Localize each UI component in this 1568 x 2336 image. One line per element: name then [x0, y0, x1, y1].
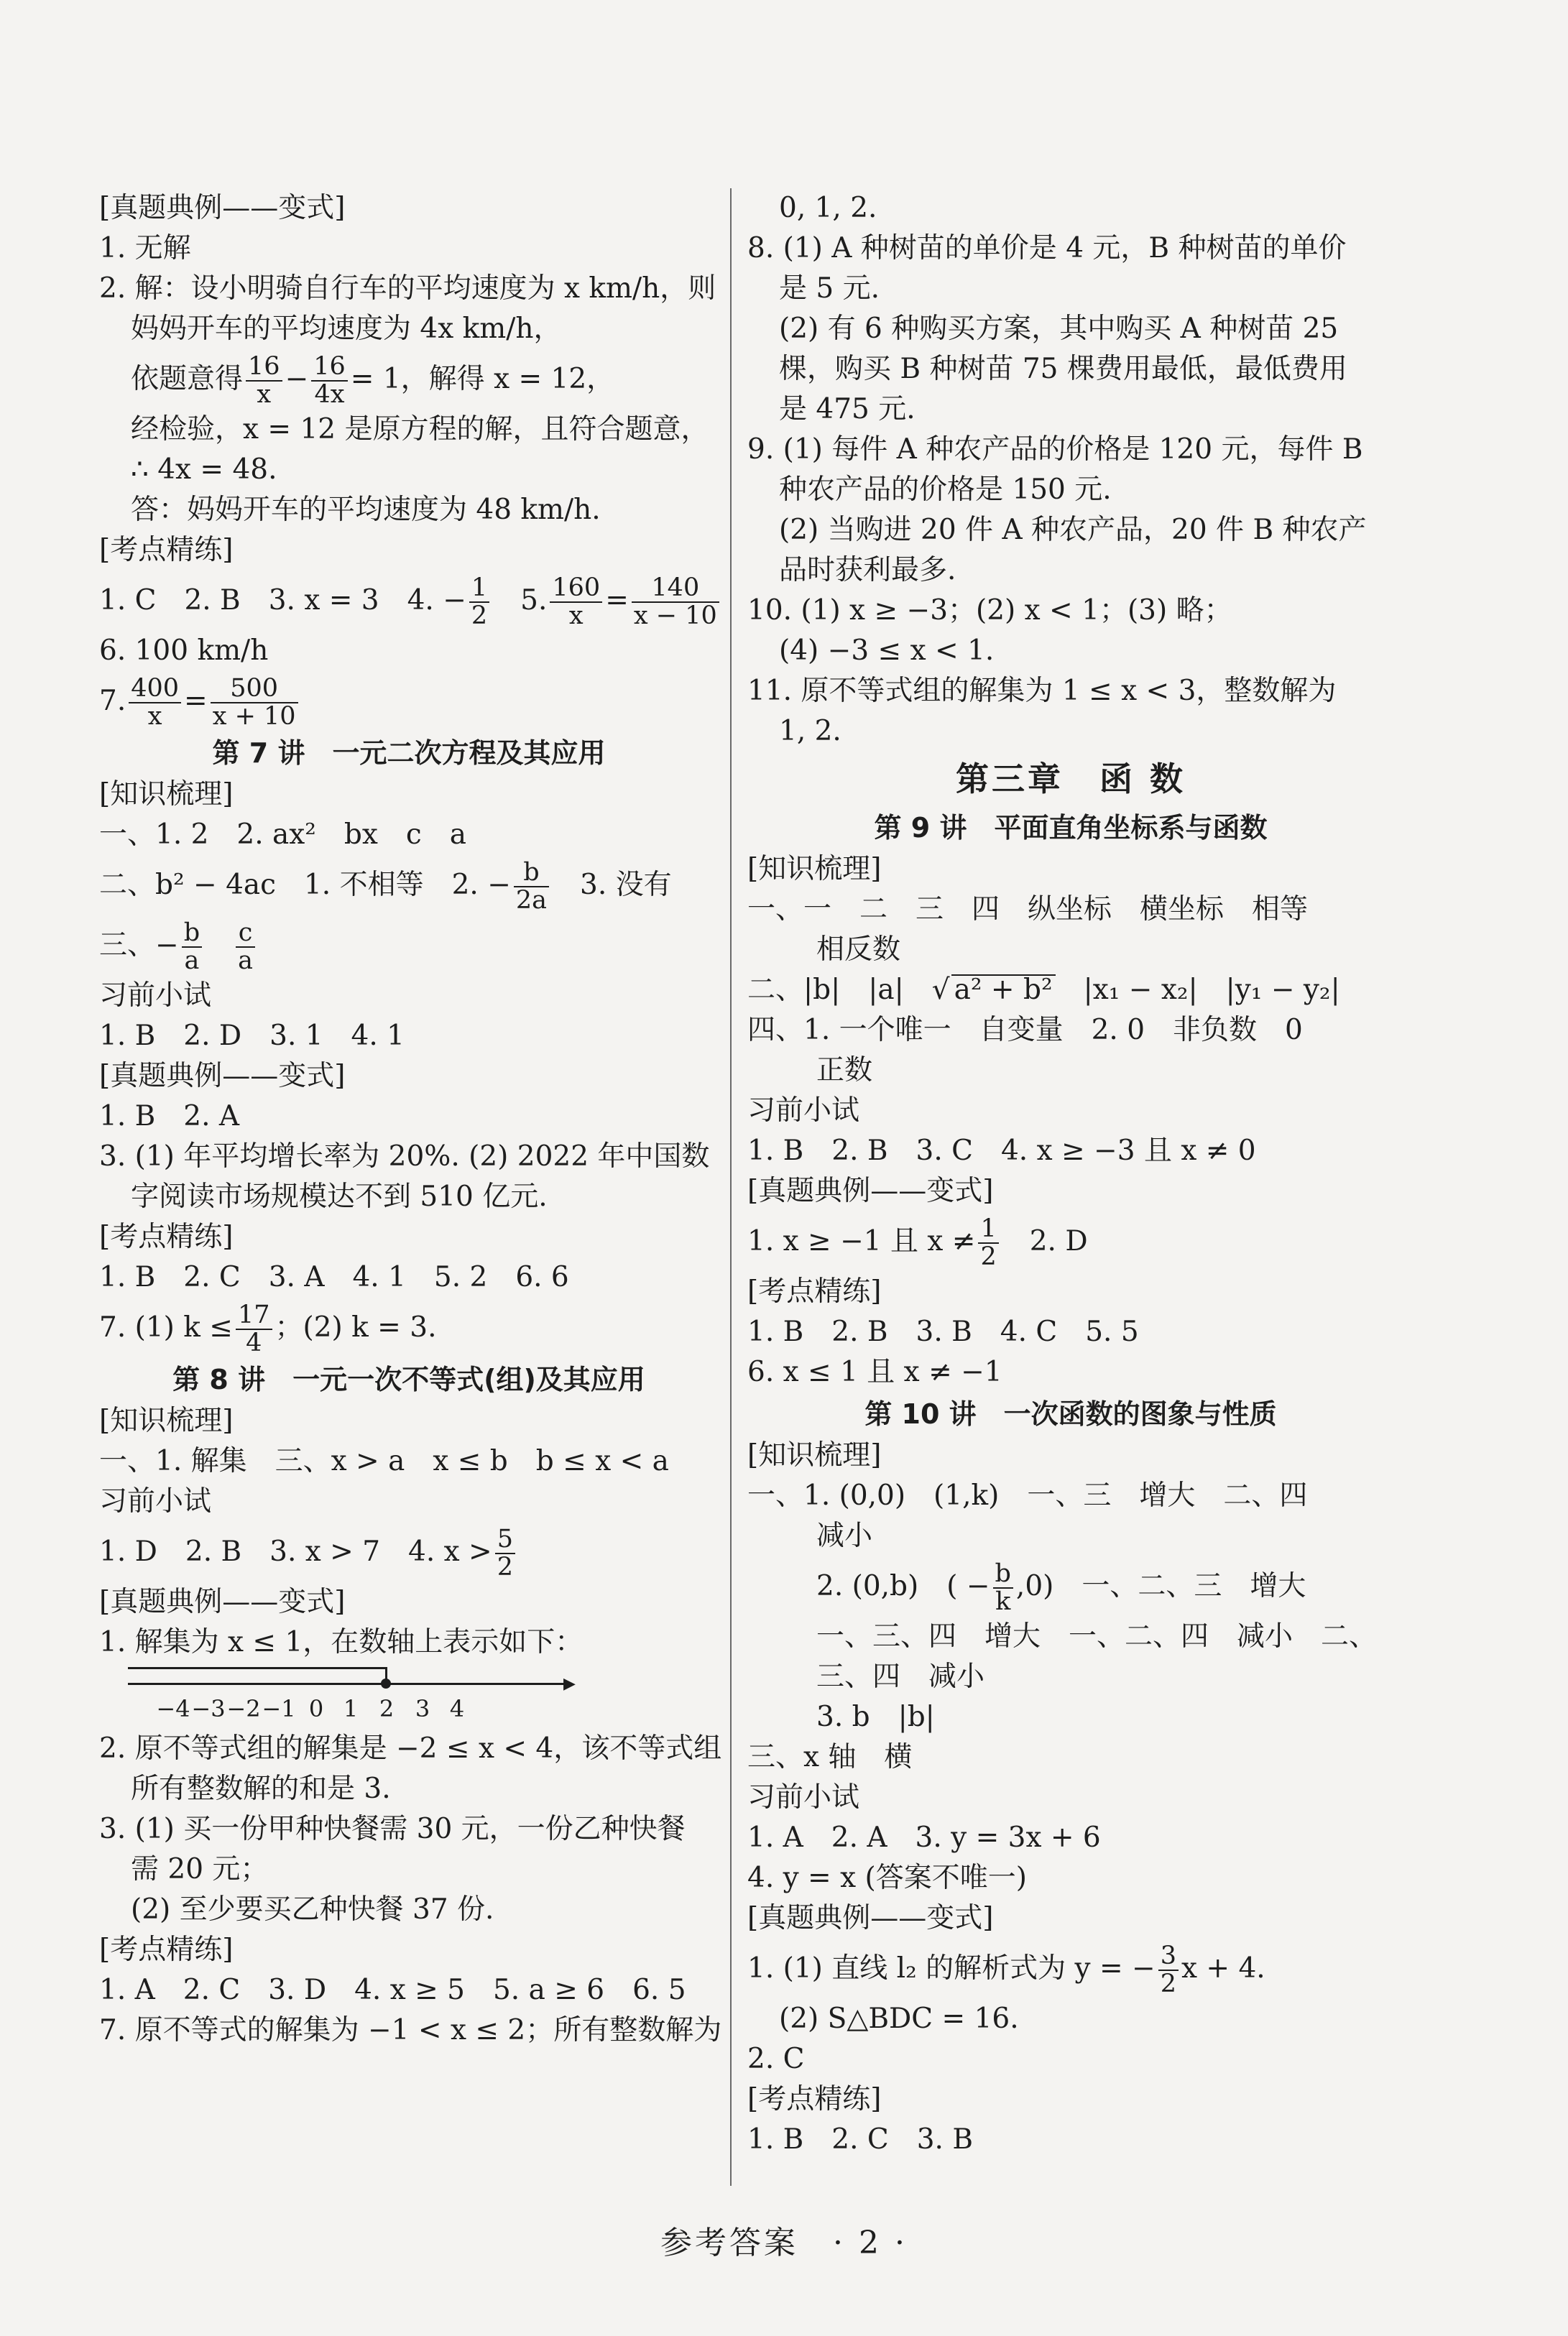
- equation-text: 三、−: [99, 929, 179, 961]
- lecture-title: 第 9 讲 平面直角坐标系与函数: [874, 812, 1268, 844]
- equation-text: 依题意得: [131, 363, 244, 395]
- answer-line: 需 20 元；: [131, 1853, 269, 1885]
- answer-line: 品时获利最多.: [779, 554, 956, 586]
- denominator: 2: [471, 601, 488, 630]
- section-heading: [考点精练]: [99, 1221, 234, 1253]
- equation-line: [99, 1522, 719, 1582]
- section-heading: [考点精练]: [747, 1275, 882, 1308]
- fraction: [632, 575, 719, 629]
- answer-line: (4) −3 ≤ x < 1.: [779, 634, 995, 667]
- section-heading: 习前小试: [99, 979, 212, 1012]
- answer-line: 1. B 2. B 3. C 4. x ≥ −3 且 x ≠ 0: [747, 1135, 1256, 1167]
- column-divider: [730, 188, 732, 2186]
- section-heading: 习前小试: [747, 1781, 860, 1814]
- denominator: x + 10: [212, 702, 296, 731]
- numerator: 1: [469, 575, 489, 603]
- denominator: a: [184, 946, 200, 975]
- tick-label: 4: [449, 1695, 465, 1722]
- fraction: [311, 354, 348, 408]
- equation-text: −: [285, 363, 309, 395]
- answer-line: 2. C: [747, 2043, 805, 2075]
- number-line-axis: [128, 1683, 566, 1685]
- equation-text: =: [605, 584, 629, 617]
- answer-line: 一、1. 2 2. ax² bx c a: [99, 818, 466, 851]
- right-column: [747, 188, 1394, 2160]
- answer-line: 一、1. (0,0) (1,k) 一、三 增大 二、四: [747, 1479, 1308, 1512]
- equation-line: [99, 671, 719, 731]
- answer-line: 1. B 2. D 3. 1 4. 1: [99, 1020, 405, 1052]
- answer-line: 1. 无解: [99, 232, 191, 264]
- numerator: 160: [550, 575, 602, 603]
- answer-line: 6. 100 km/h: [99, 634, 269, 667]
- chapter-title: 第三章 函 数: [955, 760, 1186, 798]
- footer-label: 参考答案: [660, 2225, 799, 2261]
- lecture-title: 第 7 讲 一元二次方程及其应用: [212, 737, 606, 769]
- equation-text: 3. 没有: [552, 869, 672, 901]
- equation-line: [99, 915, 719, 976]
- numerator: b: [182, 920, 202, 948]
- answer-line: 2. 原不等式组的解集是 −2 ≤ x < 4，该不等式组: [99, 1732, 722, 1765]
- answer-line: 1. 解集为 x ≤ 1，在数轴上表示如下：: [99, 1626, 584, 1658]
- equation-text: 二、|b| |a|: [747, 974, 932, 1006]
- tick-label: −4: [156, 1695, 190, 1722]
- equation-line: [99, 349, 719, 410]
- section-heading: [知识梳理]: [99, 1405, 234, 1437]
- equation-text: = 1，解得 x = 12，: [350, 363, 615, 395]
- answer-line: 0, 1, 2.: [779, 192, 877, 224]
- fraction: [182, 920, 202, 974]
- denominator: x: [568, 601, 584, 630]
- section-heading: 习前小试: [747, 1094, 860, 1127]
- answer-line: 答：妈妈开车的平均速度为 48 km/h.: [131, 494, 601, 526]
- lecture-title: 第 10 讲 一次函数的图象与性质: [864, 1398, 1277, 1430]
- denominator: x − 10: [633, 601, 717, 630]
- numerator: 16: [246, 354, 282, 382]
- answer-line: 1, 2.: [779, 715, 841, 747]
- answer-line: 1. B 2. A: [99, 1100, 240, 1132]
- section-heading: 习前小试: [99, 1485, 212, 1518]
- denominator: k: [995, 1587, 1011, 1616]
- section-heading: [真题典例——变式]: [99, 1586, 346, 1618]
- numerator: 1: [978, 1216, 998, 1244]
- answer-line: 妈妈开车的平均速度为 4x km/h，: [131, 313, 562, 345]
- arrow-right-icon: ▶: [563, 1675, 576, 1693]
- tick-label: 2: [379, 1695, 395, 1722]
- equation-line: [747, 1556, 1394, 1617]
- numerator: 3: [1158, 1943, 1179, 1971]
- equation-line: [99, 571, 719, 631]
- section-heading: [真题典例——变式]: [99, 1060, 346, 1092]
- equation-text: 1. (1) 直线 l₂ 的解析式为 y = −: [747, 1952, 1156, 1985]
- fraction: [550, 575, 602, 629]
- section-heading: [考点精练]: [99, 534, 234, 566]
- equation-line: [99, 855, 719, 915]
- answer-line: 7. 原不等式的解集为 −1 < x ≤ 2；所有整数解为: [99, 2014, 722, 2046]
- tick-label: −3: [191, 1695, 226, 1722]
- equation-text: 5.: [492, 584, 548, 617]
- sqrt-icon: √: [931, 974, 950, 1006]
- tick-label: −2: [226, 1695, 261, 1722]
- answer-line: 减小: [816, 1520, 873, 1552]
- page-footer: [0, 2217, 1568, 2263]
- answer-line: (2) S△BDC = 16.: [779, 2003, 1019, 2035]
- answer-line: 棵，购买 B 种树苗 75 棵费用最低，最低费用: [779, 353, 1347, 385]
- fraction: [495, 1526, 515, 1581]
- answer-line: 6. x ≤ 1 且 x ≠ −1: [747, 1356, 1002, 1388]
- answer-line: 经检验，x = 12 是原方程的解，且符合题意，: [131, 413, 709, 445]
- fraction: [993, 1561, 1013, 1615]
- section-heading: [真题典例——变式]: [747, 1902, 994, 1934]
- solution-endpoint: [381, 1679, 391, 1689]
- answer-line: 字阅读市场规模达不到 510 亿元.: [131, 1181, 548, 1213]
- fraction: [211, 675, 298, 730]
- number-line: [128, 1663, 588, 1729]
- section-heading: [知识梳理]: [99, 778, 234, 811]
- equation-text: 二、b² − 4ac 1. 不相等 2. −: [99, 869, 511, 901]
- equation-text: |x₁ − x₂| |y₁ − y₂|: [1055, 974, 1340, 1006]
- section-heading: [真题典例——变式]: [747, 1175, 994, 1207]
- answer-line: 相反数: [816, 933, 901, 966]
- answer-line: 一、1. 解集 三、x > a x ≤ b b ≤ x < a: [99, 1445, 669, 1477]
- fraction: [246, 354, 282, 408]
- left-column: [99, 188, 722, 2051]
- section-heading: [考点精练]: [747, 2083, 882, 2115]
- answer-line: 9. (1) 每件 A 种农产品的价格是 120 元，每件 B: [747, 433, 1363, 466]
- fraction: [978, 1216, 998, 1270]
- answer-line: 1. A 2. A 3. y = 3x + 6: [747, 1822, 1101, 1854]
- solution-ray: [128, 1667, 387, 1669]
- equation-text: =: [184, 685, 208, 717]
- answer-line: 2. 解：设小明骑自行车的平均速度为 x km/h，则: [99, 272, 716, 305]
- answer-line: (2) 当购进 20 件 A 种农产品，20 件 B 种农产: [779, 514, 1367, 546]
- fraction: [236, 1302, 272, 1357]
- equation-text: 2. D: [1001, 1225, 1088, 1257]
- equation-line: [99, 1298, 719, 1358]
- equation-text: 1. D 2. B 3. x > 7 4. x >: [99, 1536, 492, 1568]
- answer-line: 所有整数解的和是 3.: [131, 1773, 391, 1805]
- tick-label: 1: [343, 1695, 359, 1722]
- fraction: [236, 920, 255, 974]
- numerator: 140: [632, 575, 719, 603]
- answer-line: 3. b |b|: [816, 1701, 935, 1733]
- equation-text: x + 4.: [1181, 1952, 1265, 1985]
- answer-line: 三、x 轴 横: [747, 1741, 913, 1773]
- section-heading: [知识梳理]: [747, 1439, 882, 1472]
- equation-text: 1. C 2. B 3. x = 3 4. −: [99, 584, 466, 617]
- answer-line: 4. y = x (答案不唯一): [747, 1862, 1027, 1894]
- answer-line: 1. B 2. B 3. B 4. C 5. 5: [747, 1316, 1139, 1348]
- fraction: [469, 575, 489, 629]
- denominator: x: [257, 380, 272, 409]
- denominator: 4x: [314, 380, 345, 409]
- answer-line: 1. B 2. C 3. A 4. 1 5. 2 6. 6: [99, 1261, 569, 1293]
- radicand: a² + b²: [951, 974, 1056, 1005]
- equation-text: ,0) 一、二、三 增大: [1015, 1570, 1306, 1602]
- answer-line: 3. (1) 买一份甲种快餐需 30 元，一份乙种快餐: [99, 1813, 686, 1845]
- answer-line: 11. 原不等式组的解集为 1 ≤ x < 3，整数解为: [747, 675, 1337, 707]
- answer-line: 一、一 二 三 四 纵坐标 横坐标 相等: [747, 893, 1309, 925]
- answer-line: 1. B 2. C 3. B: [747, 2123, 973, 2156]
- answer-line: 是 5 元.: [779, 272, 880, 305]
- tick-label: −1: [262, 1695, 296, 1722]
- equation-line: [747, 1939, 1394, 1999]
- answer-line: 正数: [816, 1054, 873, 1086]
- section-heading: [知识梳理]: [747, 853, 882, 885]
- tick-label: 0: [308, 1695, 324, 1722]
- equation-line: [747, 1211, 1394, 1272]
- fraction: [129, 675, 181, 730]
- answer-line: (2) 至少要买乙种快餐 37 份.: [131, 1893, 494, 1926]
- equation-text: 2. (0,b) ( −: [816, 1570, 990, 1602]
- numerator: 16: [311, 354, 348, 382]
- answer-line: (2) 有 6 种购买方案，其中购买 A 种树苗 25: [779, 313, 1339, 345]
- denominator: 2: [497, 1553, 513, 1582]
- answer-line: 1. A 2. C 3. D 4. x ≥ 5 5. a ≥ 6 6. 5: [99, 1974, 686, 2006]
- answer-line: 3. (1) 年平均增长率为 20%. (2) 2022 年中国数: [99, 1140, 710, 1173]
- section-heading: [考点精练]: [99, 1934, 234, 1966]
- denominator: 2: [1160, 1970, 1177, 1998]
- answer-line: 是 475 元.: [779, 393, 916, 425]
- tick-label: 3: [415, 1695, 430, 1722]
- equation-text: ；(2) k = 3.: [275, 1311, 437, 1344]
- denominator: 2a: [515, 886, 548, 915]
- numerator: 400: [129, 675, 181, 703]
- answer-line: 三、四 减小: [816, 1661, 985, 1693]
- lecture-title: 第 8 讲 一元一次不等式(组)及其应用: [172, 1364, 645, 1395]
- numerator: 5: [495, 1526, 515, 1554]
- answer-line: 8. (1) A 种树苗的单价是 4 元，B 种树苗的单价: [747, 232, 1347, 264]
- page-number: · 2 ·: [833, 2225, 908, 2261]
- denominator: x: [147, 702, 162, 731]
- fraction: [1158, 1943, 1179, 1998]
- numerator: c: [236, 920, 255, 948]
- answer-line: 一、三、四 增大 一、二、四 减小 二、: [816, 1620, 1378, 1653]
- equation-line: [747, 970, 1394, 1010]
- denominator: a: [238, 946, 253, 975]
- section-heading: [真题典例——变式]: [99, 192, 346, 224]
- denominator: 4: [246, 1329, 262, 1357]
- numerator: 17: [236, 1302, 272, 1330]
- equation-text: 1. x ≥ −1 且 x ≠: [747, 1225, 976, 1257]
- numerator: 500: [211, 675, 298, 703]
- numerator: b: [993, 1561, 1013, 1589]
- answer-line: ∴ 4x = 48.: [131, 453, 277, 486]
- fraction: [514, 859, 549, 914]
- answer-line: 10. (1) x ≥ −3；(2) x < 1；(3) 略；: [747, 594, 1232, 627]
- denominator: 2: [980, 1242, 997, 1271]
- numerator: b: [514, 859, 549, 887]
- equation-text: 7.: [99, 685, 126, 717]
- answer-line: 种农产品的价格是 150 元.: [779, 474, 1112, 506]
- equation-text: 7. (1) k ≤: [99, 1311, 233, 1344]
- answer-line: 四、1. 一个唯一 自变量 2. 0 非负数 0: [747, 1014, 1303, 1046]
